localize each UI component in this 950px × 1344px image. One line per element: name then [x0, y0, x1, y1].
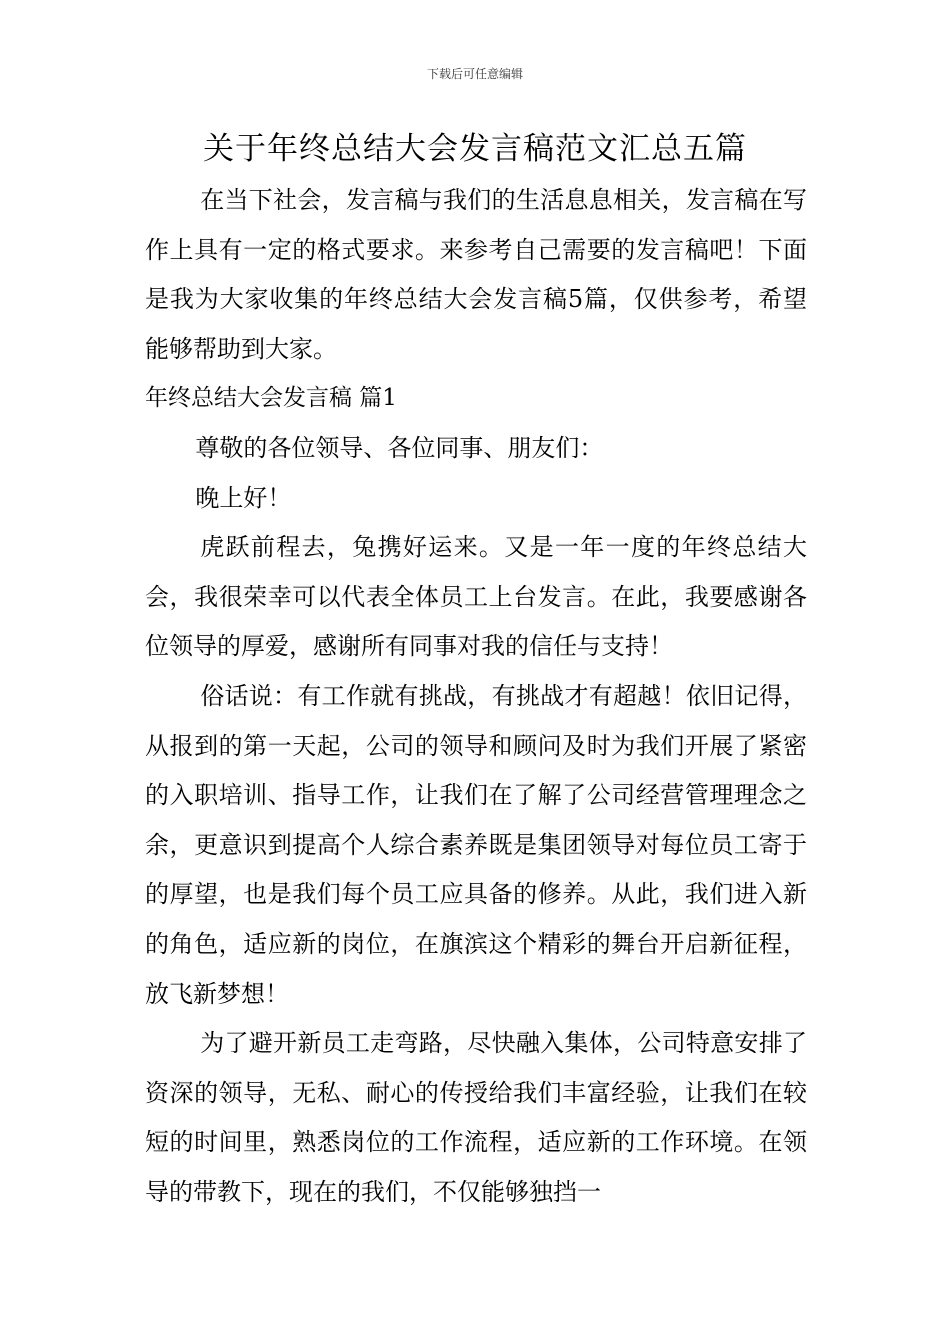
document-body: [145, 176, 807, 1217]
intro-paragraph: 在当下社会，发言稿与我们的生活息息相关，发言稿在写作上具有一定的格式要求。来参考自己需要的发言稿吧！下面是我为大家收集的年终总结大会发言稿5篇，仅供参考，希望能够帮助到大家。: [145, 186, 807, 363]
salutation: 尊敬的各位领导、各位同事、朋友们：: [195, 433, 604, 462]
body-paragraph: 俗话说：有工作就有挑战，有挑战才有超越！依旧记得，从报到的第一天起，公司的领导和顾问及时为我们开展了紧密的入职培训、指导工作，让我们在了解了公司经营管理理念之余，更意识到提高个人综合素养既是集团领导对每位员工寄于的厚望，也是我们每个员工应具备的修养。从此，我们进入新的角色，适应新的岗位，在旗滨这个精彩的舞台开启新征程，放飞新梦想！: [145, 681, 807, 1008]
section-heading: 年终总结大会发言稿 篇1: [145, 385, 397, 412]
body-paragraph: 为了避开新员工走弯路，尽快融入集体，公司特意安排了资深的领导，无私、耐心的传授给我们丰富经验，让我们在较短的时间里，熟悉岗位的工作流程，适应新的工作环境。在领导的带教下，现在的我们，不仅能够独挡一: [145, 1029, 807, 1206]
document-title: 关于年终总结大会发言稿范文汇总五篇: [203, 131, 747, 167]
greeting: 晚上好！: [195, 483, 292, 512]
body-paragraph: 虎跃前程去，兔携好运来。又是一年一度的年终总结大会，我很荣幸可以代表全体员工上台发言。在此，我要感谢各位领导的厚爱，感谢所有同事对我的信任与支持！: [145, 533, 807, 661]
header-note: 下载后可任意编辑: [426, 67, 523, 81]
